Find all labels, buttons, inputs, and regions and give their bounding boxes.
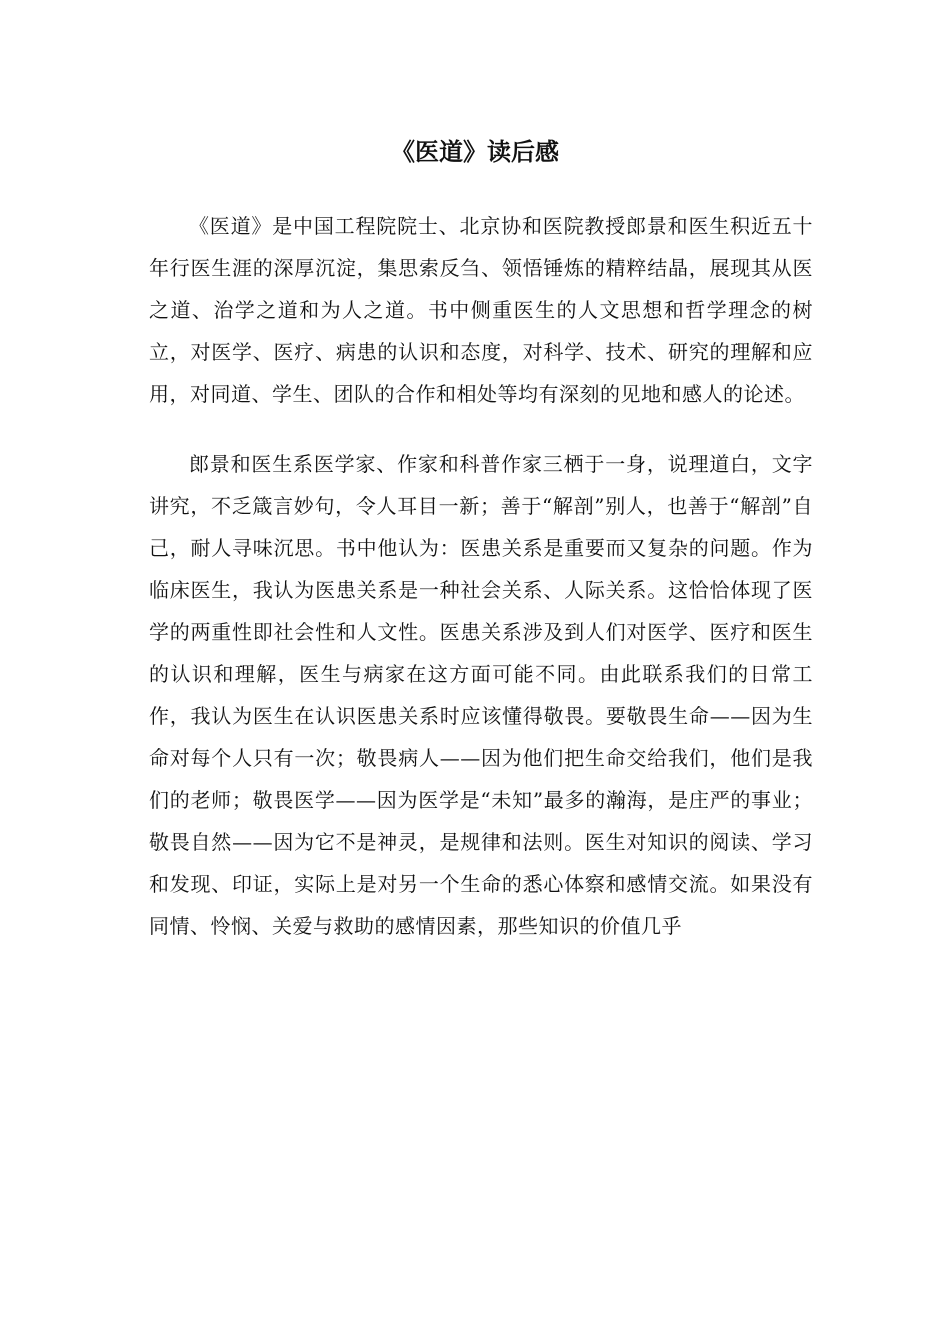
paragraph-doctor-patient: 郎景和医生系医学家、作家和科普作家三栖于一身，说理道白，文字讲究，不乏箴言妙句，令人耳目一新；善于“解剖”别人，也善于“解剖”自己，耐人寻味沉思。书中他认为：医患关系是重要而又复杂的问题。作为临床医生，我认为医患关系是一种社会关系、人际关系。这恰恰体现了医学的两重性即社会性和人文性。医患关系涉及到人们对医学、医疗和医生的认识和理解，医生与病家在这方面可能不同。由此联系我们的日常工作，我认为医生在认识医患关系时应该懂得敬畏。要敬畏生命——因为生命对每个人只有一次；敬畏病人——因为他们把生命交给我们，他们是我们的老师；敬畏医学——因为医学是“未知”最多的瀚海，是庄严的事业；敬畏自然——因为它不是神灵，是规律和法则。医生对知识的阅读、学习和发现、印证，实际上是对另一个生命的悉心体察和感情交流。如果没有同情、怜悯、关爱与救助的感情因素，那些知识的价值几乎: [149, 452, 813, 938]
document-title: 《医道》读后感: [391, 137, 559, 166]
paragraph-intro: 《医道》是中国工程院院士、北京协和医院教授郎景和医生积近五十年行医生涯的深厚沉淀，集思索反刍、领悟锤炼的精粹结晶，展现其从医之道、治学之道和为人之道。书中侧重医生的人文思想和哲学理念的树立，对医学、医疗、病患的认识和态度，对科学、技术、研究的理解和应用，对同道、学生、团队的合作和相处等均有深刻的见地和感人的论述。: [149, 214, 813, 406]
document-body: [149, 205, 813, 947]
